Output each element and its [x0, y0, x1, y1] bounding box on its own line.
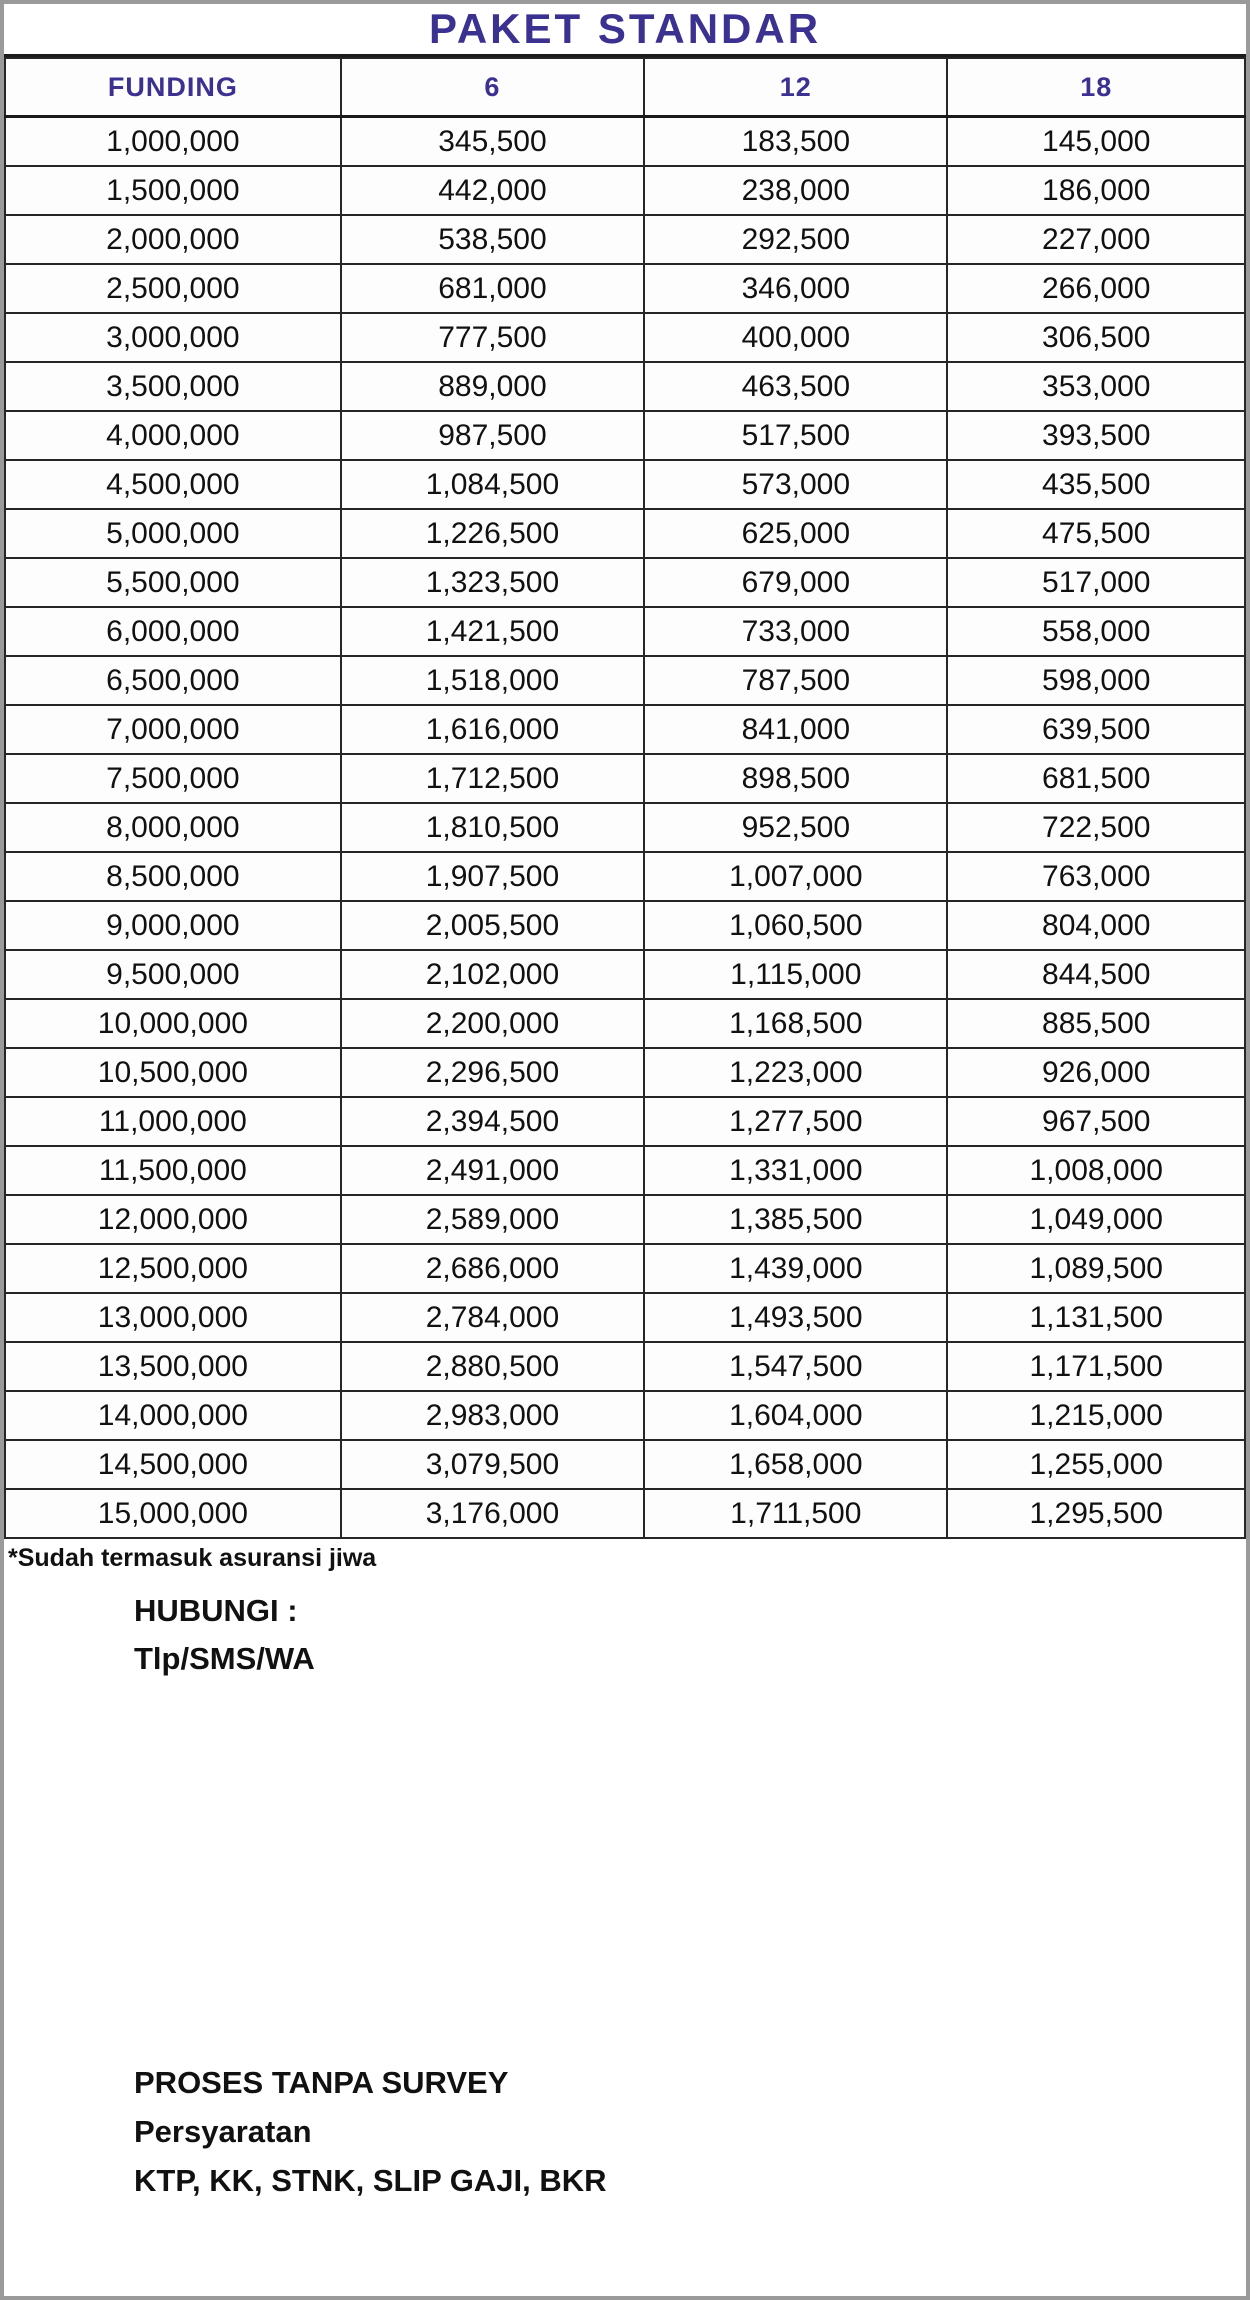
cell-installment-18: 1,295,500	[947, 1489, 1245, 1538]
column-header-tenor-6: 6	[341, 58, 644, 117]
table-row	[5, 999, 1245, 1048]
cell-funding: 13,500,000	[5, 1342, 341, 1391]
table-row	[5, 607, 1245, 656]
cell-installment-12: 517,500	[644, 411, 947, 460]
cell-funding: 12,500,000	[5, 1244, 341, 1293]
cell-installment-6: 1,421,500	[341, 607, 644, 656]
table-row	[5, 1293, 1245, 1342]
table-row	[5, 509, 1245, 558]
cell-installment-12: 463,500	[644, 362, 947, 411]
cell-installment-18: 926,000	[947, 1048, 1245, 1097]
page-title: PAKET STANDAR	[428, 5, 822, 52]
cell-installment-12: 1,604,000	[644, 1391, 947, 1440]
cell-funding: 8,500,000	[5, 852, 341, 901]
cell-funding: 2,500,000	[5, 264, 341, 313]
cell-installment-18: 227,000	[947, 215, 1245, 264]
cell-installment-18: 1,255,000	[947, 1440, 1245, 1489]
cell-installment-18: 558,000	[947, 607, 1245, 656]
contact-channels: Tlp/SMS/WA	[134, 1640, 315, 1676]
table-row	[5, 264, 1245, 313]
cell-installment-18: 1,215,000	[947, 1391, 1245, 1440]
pricing-table	[4, 57, 1246, 1539]
requirements-documents: KTP, KK, STNK, SLIP GAJI, BKR	[134, 2162, 607, 2198]
cell-installment-6: 538,500	[341, 215, 644, 264]
cell-installment-6: 2,784,000	[341, 1293, 644, 1342]
table-header-row	[5, 58, 1245, 117]
cell-funding: 3,000,000	[5, 313, 341, 362]
requirements-headline: PROSES TANPA SURVEY	[134, 2065, 509, 2100]
table-row	[5, 313, 1245, 362]
cell-funding: 1,500,000	[5, 166, 341, 215]
table-row	[5, 1342, 1245, 1391]
cell-installment-12: 841,000	[644, 705, 947, 754]
cell-funding: 5,000,000	[5, 509, 341, 558]
cell-installment-18: 475,500	[947, 509, 1245, 558]
cell-funding: 15,000,000	[5, 1489, 341, 1538]
cell-installment-18: 844,500	[947, 950, 1245, 999]
cell-installment-12: 573,000	[644, 460, 947, 509]
contact-heading: HUBUNGI :	[134, 1592, 298, 1628]
cell-installment-6: 1,907,500	[341, 852, 644, 901]
cell-installment-12: 1,385,500	[644, 1195, 947, 1244]
cell-installment-6: 2,983,000	[341, 1391, 644, 1440]
cell-installment-6: 1,084,500	[341, 460, 644, 509]
cell-installment-18: 598,000	[947, 656, 1245, 705]
table-row	[5, 1440, 1245, 1489]
cell-installment-12: 1,331,000	[644, 1146, 947, 1195]
cell-funding: 10,000,000	[5, 999, 341, 1048]
table-header	[5, 58, 1245, 117]
column-header-tenor-12: 12	[644, 58, 947, 117]
cell-installment-12: 1,168,500	[644, 999, 947, 1048]
cell-installment-12: 1,277,500	[644, 1097, 947, 1146]
cell-installment-6: 2,394,500	[341, 1097, 644, 1146]
cell-installment-18: 639,500	[947, 705, 1245, 754]
cell-installment-18: 1,049,000	[947, 1195, 1245, 1244]
column-header-tenor-18: 18	[947, 58, 1245, 117]
cell-installment-12: 1,493,500	[644, 1293, 947, 1342]
cell-installment-18: 763,000	[947, 852, 1245, 901]
cell-funding: 4,000,000	[5, 411, 341, 460]
cell-funding: 9,500,000	[5, 950, 341, 999]
cell-funding: 14,500,000	[5, 1440, 341, 1489]
cell-installment-18: 967,500	[947, 1097, 1245, 1146]
cell-funding: 5,500,000	[5, 558, 341, 607]
cell-installment-12: 625,000	[644, 509, 947, 558]
title-band	[4, 4, 1246, 57]
cell-installment-12: 1,007,000	[644, 852, 947, 901]
table-row	[5, 1146, 1245, 1195]
cell-installment-6: 2,005,500	[341, 901, 644, 950]
table-row	[5, 754, 1245, 803]
cell-funding: 13,000,000	[5, 1293, 341, 1342]
cell-funding: 1,000,000	[5, 117, 341, 167]
cell-installment-6: 1,226,500	[341, 509, 644, 558]
cell-installment-12: 238,000	[644, 166, 947, 215]
cell-installment-12: 679,000	[644, 558, 947, 607]
table-row	[5, 411, 1245, 460]
cell-funding: 11,000,000	[5, 1097, 341, 1146]
cell-installment-6: 1,810,500	[341, 803, 644, 852]
cell-installment-18: 1,089,500	[947, 1244, 1245, 1293]
requirements-label: Persyaratan	[134, 2113, 312, 2149]
cell-funding: 14,000,000	[5, 1391, 341, 1440]
table-row	[5, 558, 1245, 607]
table-body	[5, 117, 1245, 1539]
column-header-funding: FUNDING	[5, 58, 341, 117]
cell-installment-12: 1,060,500	[644, 901, 947, 950]
table-row	[5, 656, 1245, 705]
cell-funding: 7,000,000	[5, 705, 341, 754]
cell-installment-12: 400,000	[644, 313, 947, 362]
cell-installment-12: 733,000	[644, 607, 947, 656]
cell-installment-18: 1,171,500	[947, 1342, 1245, 1391]
cell-installment-12: 292,500	[644, 215, 947, 264]
cell-installment-6: 2,589,000	[341, 1195, 644, 1244]
table-row	[5, 1244, 1245, 1293]
cell-funding: 10,500,000	[5, 1048, 341, 1097]
table-row	[5, 166, 1245, 215]
cell-installment-6: 3,079,500	[341, 1440, 644, 1489]
cell-installment-12: 1,658,000	[644, 1440, 947, 1489]
cell-funding: 9,000,000	[5, 901, 341, 950]
cell-installment-18: 435,500	[947, 460, 1245, 509]
cell-funding: 11,500,000	[5, 1146, 341, 1195]
cell-installment-6: 889,000	[341, 362, 644, 411]
table-row	[5, 1391, 1245, 1440]
table-row	[5, 1489, 1245, 1538]
table-row	[5, 117, 1245, 167]
cell-funding: 2,000,000	[5, 215, 341, 264]
cell-installment-6: 442,000	[341, 166, 644, 215]
cell-funding: 12,000,000	[5, 1195, 341, 1244]
cell-installment-6: 1,323,500	[341, 558, 644, 607]
cell-funding: 6,500,000	[5, 656, 341, 705]
cell-installment-18: 186,000	[947, 166, 1245, 215]
requirements-block	[4, 2059, 607, 2206]
cell-installment-18: 145,000	[947, 117, 1245, 167]
cell-installment-12: 898,500	[644, 754, 947, 803]
table-row	[5, 901, 1245, 950]
cell-installment-12: 1,439,000	[644, 1244, 947, 1293]
cell-installment-6: 1,616,000	[341, 705, 644, 754]
table-row	[5, 1048, 1245, 1097]
cell-installment-12: 1,547,500	[644, 1342, 947, 1391]
cell-installment-12: 952,500	[644, 803, 947, 852]
cell-installment-18: 804,000	[947, 901, 1245, 950]
table-row	[5, 1195, 1245, 1244]
cell-installment-18: 885,500	[947, 999, 1245, 1048]
cell-installment-18: 353,000	[947, 362, 1245, 411]
contact-block	[4, 1573, 1246, 1683]
cell-installment-6: 987,500	[341, 411, 644, 460]
table-row	[5, 705, 1245, 754]
cell-installment-6: 2,296,500	[341, 1048, 644, 1097]
cell-installment-6: 2,686,000	[341, 1244, 644, 1293]
cell-installment-12: 1,711,500	[644, 1489, 947, 1538]
cell-installment-12: 1,223,000	[644, 1048, 947, 1097]
cell-installment-6: 777,500	[341, 313, 644, 362]
cell-installment-6: 2,880,500	[341, 1342, 644, 1391]
table-row	[5, 215, 1245, 264]
cell-installment-6: 1,518,000	[341, 656, 644, 705]
insurance-footnote: *Sudah termasuk asuransi jiwa	[8, 1544, 377, 1572]
cell-installment-18: 393,500	[947, 411, 1245, 460]
cell-installment-6: 1,712,500	[341, 754, 644, 803]
cell-funding: 6,000,000	[5, 607, 341, 656]
cell-installment-12: 787,500	[644, 656, 947, 705]
cell-installment-18: 306,500	[947, 313, 1245, 362]
cell-installment-6: 2,200,000	[341, 999, 644, 1048]
table-row	[5, 1097, 1245, 1146]
cell-funding: 4,500,000	[5, 460, 341, 509]
cell-installment-6: 345,500	[341, 117, 644, 167]
cell-installment-18: 1,131,500	[947, 1293, 1245, 1342]
cell-funding: 7,500,000	[5, 754, 341, 803]
cell-installment-18: 517,000	[947, 558, 1245, 607]
cell-installment-6: 3,176,000	[341, 1489, 644, 1538]
cell-installment-6: 2,102,000	[341, 950, 644, 999]
table-row	[5, 852, 1245, 901]
cell-funding: 8,000,000	[5, 803, 341, 852]
cell-installment-12: 346,000	[644, 264, 947, 313]
cell-installment-12: 183,500	[644, 117, 947, 167]
table-row	[5, 803, 1245, 852]
cell-installment-18: 681,500	[947, 754, 1245, 803]
table-row	[5, 460, 1245, 509]
cell-funding: 3,500,000	[5, 362, 341, 411]
table-row	[5, 362, 1245, 411]
cell-installment-18: 1,008,000	[947, 1146, 1245, 1195]
cell-installment-18: 266,000	[947, 264, 1245, 313]
cell-installment-12: 1,115,000	[644, 950, 947, 999]
cell-installment-6: 2,491,000	[341, 1146, 644, 1195]
cell-installment-18: 722,500	[947, 803, 1245, 852]
cell-installment-6: 681,000	[341, 264, 644, 313]
table-row	[5, 950, 1245, 999]
